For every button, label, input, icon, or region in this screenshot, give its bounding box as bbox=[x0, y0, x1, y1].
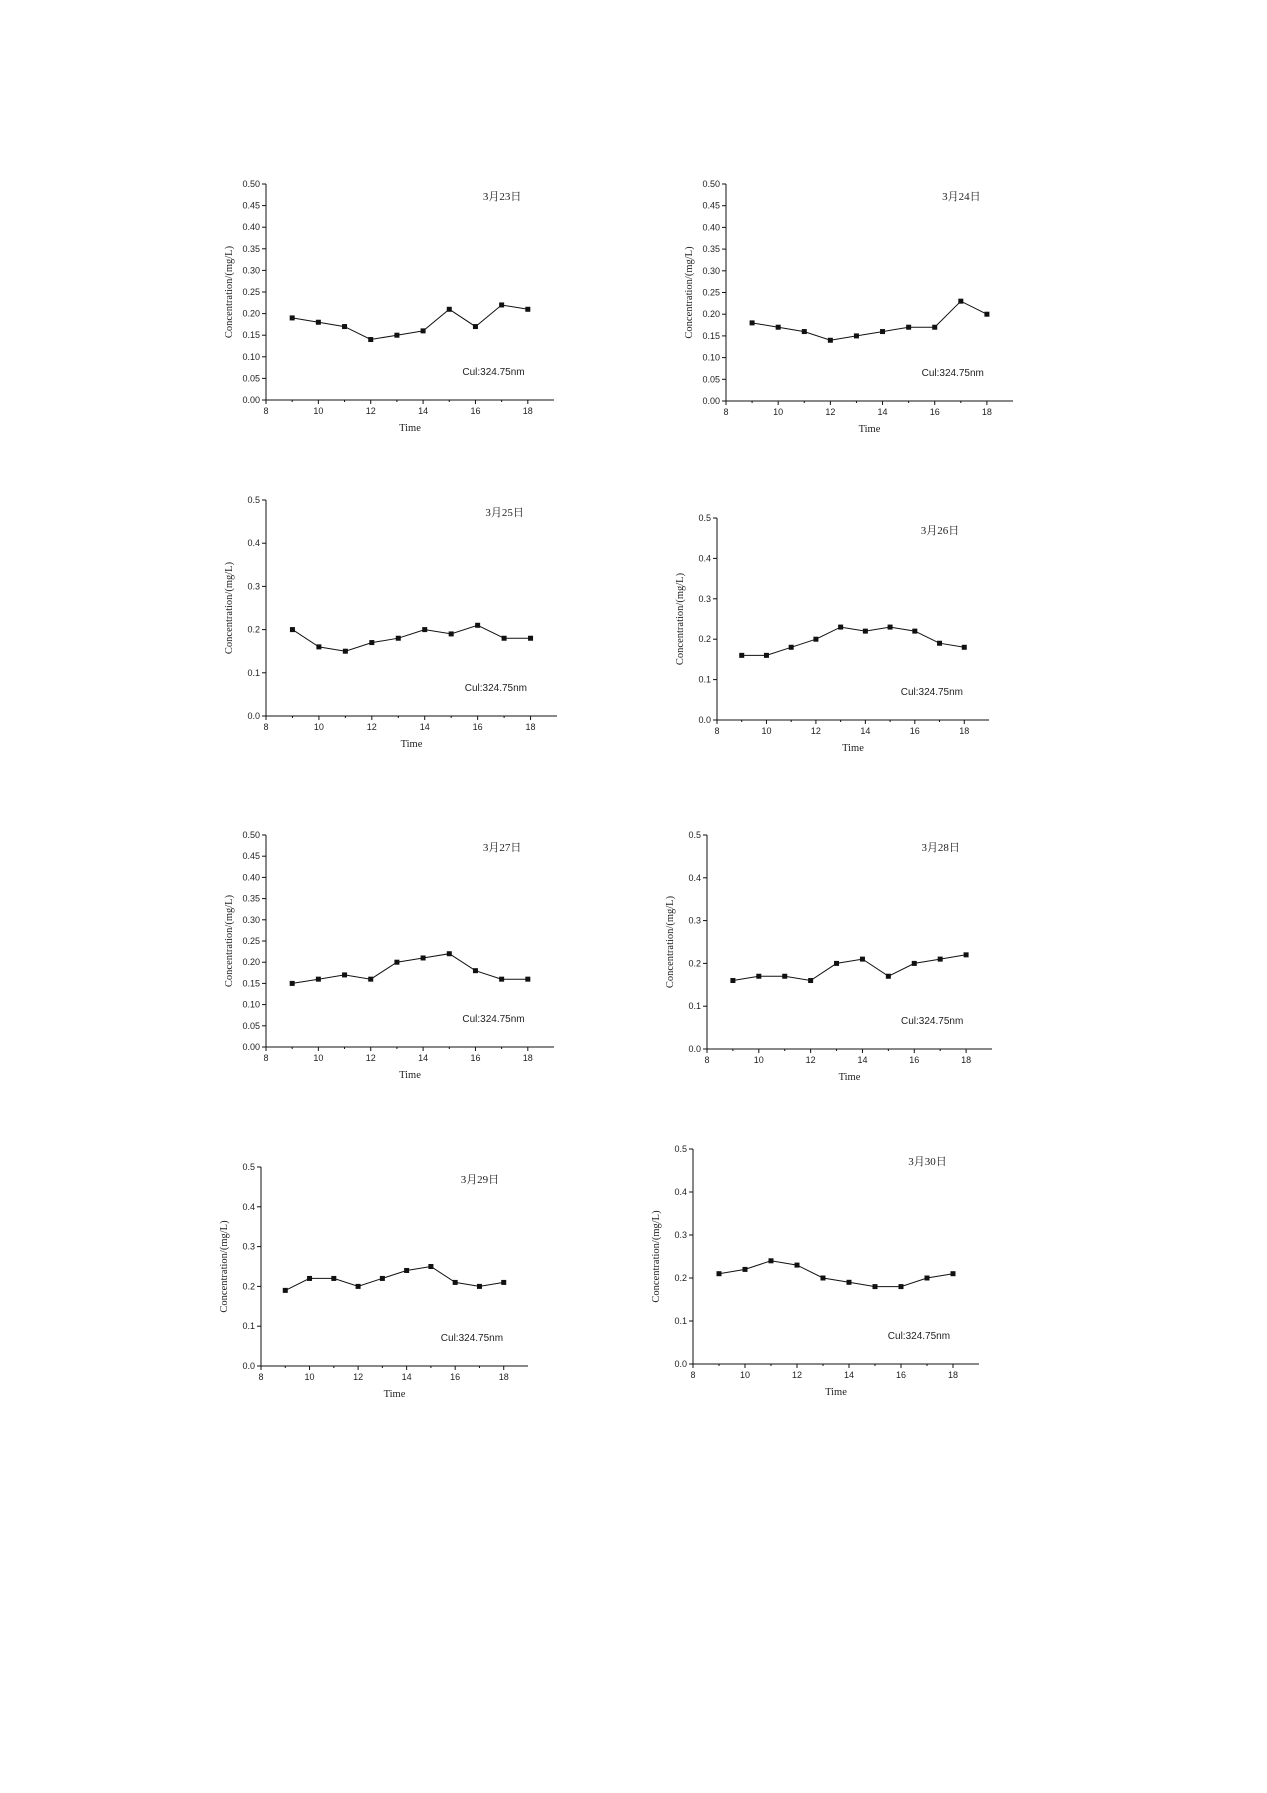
y-tick-label: 0.1 bbox=[242, 1321, 255, 1332]
y-tick-label: 0.4 bbox=[688, 872, 701, 883]
x-tick-label: 12 bbox=[810, 726, 821, 736]
data-point bbox=[290, 315, 295, 320]
y-tick-label: 0.50 bbox=[242, 179, 260, 189]
data-point bbox=[499, 302, 504, 307]
chart-title: 3月28日 bbox=[921, 842, 960, 854]
series-line bbox=[292, 954, 528, 984]
y-tick-label: 0.30 bbox=[702, 265, 720, 276]
y-tick-label: 0.5 bbox=[247, 495, 260, 505]
data-point bbox=[343, 649, 348, 654]
chart-panel-2 bbox=[668, 170, 1025, 441]
data-point bbox=[782, 974, 787, 979]
y-axis-title: Concentration/(mg/L) bbox=[224, 245, 235, 339]
data-point bbox=[449, 631, 454, 636]
y-tick-label: 0.35 bbox=[242, 243, 260, 254]
y-tick-label: 0.40 bbox=[242, 872, 260, 883]
data-point bbox=[528, 636, 533, 641]
data-point bbox=[828, 338, 833, 343]
data-point bbox=[802, 329, 807, 334]
x-tick-label: 12 bbox=[366, 722, 377, 732]
chart-panel-6 bbox=[649, 821, 1004, 1089]
y-tick-label: 0.5 bbox=[242, 1162, 255, 1172]
data-point bbox=[404, 1268, 409, 1273]
y-tick-label: 0.40 bbox=[242, 222, 260, 233]
y-axis-title: Concentration/(mg/L) bbox=[684, 246, 695, 339]
x-tick-label: 10 bbox=[313, 406, 324, 416]
chart-panel-7 bbox=[203, 1153, 540, 1406]
data-point bbox=[743, 1267, 748, 1272]
y-tick-label: 0.5 bbox=[688, 830, 701, 840]
chart-title: 3月24日 bbox=[942, 191, 981, 203]
data-point bbox=[863, 629, 868, 634]
data-point bbox=[342, 324, 347, 329]
y-tick-label: 0.00 bbox=[242, 395, 260, 405]
y-tick-label: 0.25 bbox=[702, 287, 720, 298]
data-point bbox=[421, 955, 426, 960]
x-tick-label: 18 bbox=[961, 1055, 972, 1065]
data-point bbox=[886, 974, 891, 979]
data-point bbox=[369, 640, 374, 645]
chart-panel-1 bbox=[208, 170, 566, 440]
data-point bbox=[838, 625, 843, 630]
y-tick-label: 0.2 bbox=[674, 1273, 687, 1283]
y-tick-label: 0.5 bbox=[674, 1144, 687, 1154]
data-point bbox=[769, 1258, 774, 1263]
data-point bbox=[795, 1263, 800, 1268]
data-point bbox=[316, 644, 321, 649]
y-tick-label: 0.2 bbox=[247, 624, 260, 635]
data-point bbox=[912, 629, 917, 634]
x-tick-label: 12 bbox=[805, 1055, 816, 1065]
x-tick-label: 12 bbox=[825, 407, 836, 417]
x-axis-title: Time bbox=[383, 1389, 406, 1400]
y-tick-label: 0.3 bbox=[247, 581, 260, 592]
data-point bbox=[396, 636, 401, 641]
data-point bbox=[356, 1284, 361, 1289]
y-tick-label: 0.0 bbox=[674, 1359, 687, 1369]
y-tick-label: 0.20 bbox=[702, 309, 720, 320]
data-point bbox=[962, 645, 967, 650]
data-point bbox=[789, 645, 794, 650]
y-tick-label: 0.4 bbox=[698, 553, 711, 564]
y-tick-label: 0.0 bbox=[247, 711, 260, 721]
data-point bbox=[860, 957, 865, 962]
x-tick-label: 8 bbox=[704, 1055, 710, 1065]
x-tick-label: 14 bbox=[418, 1053, 429, 1063]
y-tick-label: 0.3 bbox=[688, 915, 701, 926]
data-point bbox=[307, 1276, 312, 1281]
x-tick-label: 8 bbox=[258, 1372, 264, 1382]
y-tick-label: 0.45 bbox=[702, 200, 720, 211]
data-point bbox=[937, 641, 942, 646]
data-point bbox=[958, 299, 963, 304]
x-axis-title: Time bbox=[842, 743, 864, 754]
x-tick-label: 18 bbox=[525, 722, 536, 732]
x-tick-label: 12 bbox=[353, 1372, 364, 1382]
x-tick-label: 18 bbox=[981, 407, 992, 417]
x-tick-label: 10 bbox=[304, 1372, 315, 1382]
data-point bbox=[847, 1280, 852, 1285]
wavelength-annotation: Cul:324.75nm bbox=[900, 687, 964, 698]
x-axis-title: Time bbox=[825, 1387, 847, 1398]
wavelength-annotation: Cul:324.75nm bbox=[462, 367, 525, 378]
y-tick-label: 0.2 bbox=[698, 634, 711, 645]
x-tick-label: 10 bbox=[753, 1055, 764, 1065]
y-tick-label: 0.4 bbox=[674, 1187, 687, 1197]
y-axis-title: Concentration/(mg/L) bbox=[224, 894, 235, 988]
x-axis-title: Time bbox=[399, 1070, 421, 1081]
y-tick-label: 0.00 bbox=[702, 396, 720, 406]
x-tick-label: 14 bbox=[860, 726, 871, 736]
x-tick-label: 8 bbox=[714, 726, 720, 736]
wavelength-annotation: Cul:324.75nm bbox=[887, 1331, 951, 1342]
y-tick-label: 0.40 bbox=[702, 222, 720, 233]
data-point bbox=[394, 960, 399, 965]
series-line bbox=[752, 301, 987, 340]
series-line bbox=[742, 627, 965, 655]
y-tick-label: 0.05 bbox=[242, 1020, 260, 1031]
x-tick-label: 12 bbox=[365, 406, 376, 416]
x-axis-title: Time bbox=[838, 1072, 861, 1083]
y-tick-label: 0.05 bbox=[702, 374, 720, 385]
data-point bbox=[880, 329, 885, 334]
y-tick-label: 0.1 bbox=[247, 667, 260, 678]
x-tick-label: 10 bbox=[761, 726, 772, 736]
x-axis-title: Time bbox=[858, 424, 881, 435]
series-line bbox=[285, 1267, 503, 1291]
x-tick-label: 18 bbox=[947, 1370, 959, 1380]
data-point bbox=[834, 961, 839, 966]
data-point bbox=[475, 623, 480, 628]
x-tick-label: 14 bbox=[877, 407, 888, 417]
x-tick-label: 14 bbox=[418, 406, 429, 416]
y-tick-label: 0.5 bbox=[698, 513, 711, 523]
data-point bbox=[730, 978, 735, 983]
x-tick-label: 14 bbox=[401, 1372, 412, 1382]
data-point bbox=[821, 1276, 826, 1281]
data-point bbox=[888, 625, 893, 630]
series-line bbox=[733, 955, 966, 981]
y-tick-label: 0.4 bbox=[242, 1201, 255, 1212]
x-tick-label: 18 bbox=[498, 1372, 509, 1382]
data-point bbox=[447, 307, 452, 312]
data-point bbox=[331, 1276, 336, 1281]
data-point bbox=[447, 951, 452, 956]
y-tick-label: 0.25 bbox=[242, 936, 260, 946]
x-tick-label: 18 bbox=[522, 1053, 533, 1063]
y-tick-label: 0.50 bbox=[702, 179, 720, 189]
data-point bbox=[525, 307, 530, 312]
data-point bbox=[899, 1284, 904, 1289]
y-tick-label: 0.0 bbox=[688, 1044, 701, 1054]
y-tick-label: 0.3 bbox=[242, 1241, 255, 1252]
wavelength-annotation: Cul:324.75nm bbox=[901, 1016, 964, 1027]
x-tick-label: 8 bbox=[263, 722, 269, 732]
x-tick-label: 16 bbox=[470, 406, 481, 416]
x-tick-label: 16 bbox=[909, 1055, 920, 1065]
y-tick-label: 0.25 bbox=[242, 287, 260, 297]
data-point bbox=[316, 977, 321, 982]
x-tick-label: 8 bbox=[263, 406, 269, 416]
x-tick-label: 14 bbox=[857, 1055, 868, 1065]
y-axis-title: Concentration/(mg/L) bbox=[651, 1210, 662, 1303]
y-tick-label: 0.2 bbox=[242, 1281, 255, 1292]
x-tick-label: 10 bbox=[313, 1053, 324, 1063]
data-point bbox=[964, 952, 969, 957]
data-point bbox=[750, 320, 755, 325]
x-axis-title: Time bbox=[399, 423, 421, 434]
x-tick-label: 18 bbox=[959, 726, 970, 736]
y-tick-label: 0.10 bbox=[242, 999, 260, 1010]
x-tick-label: 16 bbox=[909, 726, 920, 736]
y-tick-label: 0.10 bbox=[242, 351, 260, 362]
y-axis-title: Concentration/(mg/L) bbox=[665, 895, 676, 989]
series-line bbox=[292, 305, 528, 340]
chart-title: 3月23日 bbox=[482, 191, 522, 203]
chart-title: 3月27日 bbox=[482, 842, 522, 854]
data-point bbox=[473, 324, 478, 329]
data-point bbox=[501, 1280, 506, 1285]
data-point bbox=[316, 320, 321, 325]
data-point bbox=[290, 981, 295, 986]
data-point bbox=[813, 637, 818, 642]
y-tick-label: 0.1 bbox=[688, 1001, 701, 1012]
x-tick-label: 12 bbox=[365, 1053, 376, 1063]
data-point bbox=[717, 1271, 722, 1276]
chart-title: 3月30日 bbox=[908, 1156, 947, 1168]
y-tick-label: 0.1 bbox=[674, 1316, 687, 1326]
data-point bbox=[873, 1284, 878, 1289]
data-point bbox=[290, 627, 295, 632]
data-point bbox=[428, 1264, 433, 1269]
data-point bbox=[380, 1276, 385, 1281]
x-tick-label: 14 bbox=[419, 722, 430, 732]
data-point bbox=[342, 972, 347, 977]
data-point bbox=[776, 325, 781, 330]
wavelength-annotation: Cul:324.75nm bbox=[464, 683, 528, 694]
y-tick-label: 0.10 bbox=[702, 352, 720, 363]
data-point bbox=[912, 961, 917, 966]
data-point bbox=[932, 325, 937, 330]
y-tick-label: 0.00 bbox=[242, 1042, 260, 1052]
data-point bbox=[477, 1284, 482, 1289]
y-tick-label: 0.30 bbox=[242, 265, 260, 276]
data-point bbox=[422, 627, 427, 632]
data-point bbox=[764, 653, 769, 658]
x-tick-label: 18 bbox=[522, 406, 533, 416]
data-point bbox=[808, 978, 813, 983]
y-tick-label: 0.50 bbox=[242, 830, 260, 840]
data-point bbox=[925, 1276, 930, 1281]
y-tick-label: 0.0 bbox=[242, 1361, 255, 1371]
data-point bbox=[984, 312, 989, 317]
y-tick-label: 0.4 bbox=[247, 538, 260, 549]
x-tick-label: 10 bbox=[313, 722, 324, 732]
y-axis-title: Concentration/(mg/L) bbox=[219, 1220, 230, 1313]
x-tick-label: 10 bbox=[773, 407, 784, 417]
y-tick-label: 0.35 bbox=[702, 244, 720, 255]
x-tick-label: 16 bbox=[470, 1053, 481, 1063]
y-axis-title: Concentration/(mg/L) bbox=[224, 561, 235, 655]
data-point bbox=[453, 1280, 458, 1285]
data-point bbox=[421, 328, 426, 333]
wavelength-annotation: Cul:324.75nm bbox=[462, 1014, 525, 1025]
series-line bbox=[293, 625, 531, 651]
chart-panel-5 bbox=[208, 821, 566, 1087]
x-tick-label: 16 bbox=[472, 722, 483, 732]
y-axis-title: Concentration/(mg/L) bbox=[675, 572, 686, 666]
y-tick-label: 0.1 bbox=[698, 674, 711, 685]
wavelength-annotation: Cul:324.75nm bbox=[440, 1333, 504, 1344]
data-point bbox=[368, 337, 373, 342]
chart-title: 3月25日 bbox=[485, 507, 524, 519]
x-axis-title: Time bbox=[400, 739, 423, 750]
y-tick-label: 0.15 bbox=[242, 978, 260, 989]
data-point bbox=[394, 333, 399, 338]
data-point bbox=[854, 333, 859, 338]
y-tick-label: 0.3 bbox=[674, 1230, 687, 1240]
chart-panel-8 bbox=[635, 1135, 991, 1404]
y-tick-label: 0.0 bbox=[698, 715, 711, 725]
series-line bbox=[719, 1261, 953, 1287]
x-tick-label: 12 bbox=[791, 1370, 803, 1380]
chart-panel-3 bbox=[208, 486, 569, 756]
data-point bbox=[739, 653, 744, 658]
y-tick-label: 0.20 bbox=[242, 308, 260, 319]
y-tick-label: 0.45 bbox=[242, 851, 260, 862]
y-tick-label: 0.05 bbox=[242, 373, 260, 384]
wavelength-annotation: Cul:324.75nm bbox=[921, 368, 984, 379]
y-tick-label: 0.35 bbox=[242, 893, 260, 904]
y-tick-label: 0.15 bbox=[242, 330, 260, 341]
chart-title: 3月29日 bbox=[460, 1174, 500, 1186]
data-point bbox=[502, 636, 507, 641]
x-tick-label: 16 bbox=[895, 1370, 907, 1380]
data-point bbox=[283, 1288, 288, 1293]
data-point bbox=[756, 974, 761, 979]
y-tick-label: 0.15 bbox=[702, 330, 720, 341]
data-point bbox=[473, 968, 478, 973]
data-point bbox=[906, 325, 911, 330]
y-tick-label: 0.3 bbox=[698, 593, 711, 604]
x-tick-label: 8 bbox=[690, 1370, 696, 1380]
y-tick-label: 0.20 bbox=[242, 957, 260, 968]
data-point bbox=[499, 977, 504, 982]
y-tick-label: 0.2 bbox=[688, 958, 701, 969]
x-tick-label: 14 bbox=[843, 1370, 855, 1380]
y-tick-label: 0.30 bbox=[242, 914, 260, 925]
chart-title: 3月26日 bbox=[920, 525, 960, 537]
data-point bbox=[368, 977, 373, 982]
y-tick-label: 0.45 bbox=[242, 200, 260, 211]
x-tick-label: 8 bbox=[723, 407, 729, 417]
x-tick-label: 16 bbox=[450, 1372, 461, 1382]
chart-panel-4 bbox=[659, 504, 1001, 760]
data-point bbox=[951, 1271, 956, 1276]
x-tick-label: 10 bbox=[739, 1370, 751, 1380]
data-point bbox=[525, 977, 530, 982]
x-tick-label: 8 bbox=[263, 1053, 269, 1063]
data-point bbox=[938, 957, 943, 962]
x-tick-label: 16 bbox=[929, 407, 940, 417]
